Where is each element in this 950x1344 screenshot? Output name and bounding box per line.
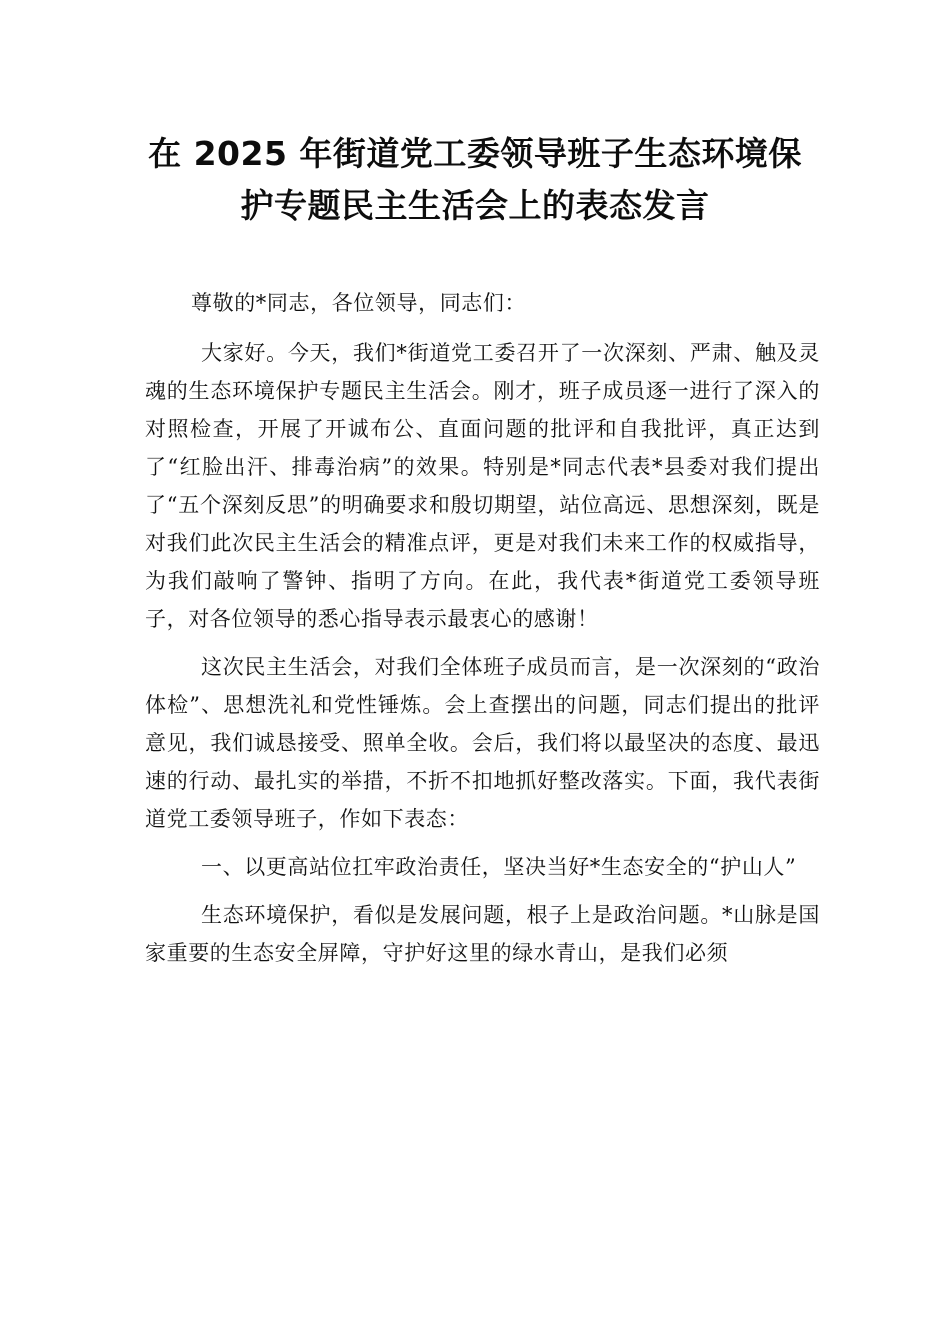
document-body xyxy=(145,284,820,982)
title-line-1: 在 2025 年街道党工委领导班子生态环境保 xyxy=(148,134,802,173)
section-paragraph-1: 生态环境保护，看似是发展问题，根子上是政治问题。*山脉是国家重要的生态安全屏障，守护好这里的绿水青山，是我们必须 xyxy=(145,903,820,965)
title-line-2: 护专题民主生活会上的表态发言 xyxy=(240,186,710,225)
paragraph-commitment: 这次民主生活会，对我们全体班子成员而言，是一次深刻的“政治体检”、思想洗礼和党性锤炼。会上查摆出的问题，同志们提出的批评意见，我们诚恳接受、照单全收。会后，我们将以最坚决的态度、最迅速的行动、最扎实的举措，不折不扣地抓好整改落实。下面，我代表街道党工委领导班子，作如下表态： xyxy=(145,655,820,831)
section-heading-1: 一、以更高站位扛牢政治责任，坚决当好*生态安全的“护山人” xyxy=(201,855,797,879)
document-title xyxy=(120,128,830,232)
paragraph-opening: 大家好。今天，我们*街道党工委召开了一次深刻、严肃、触及灵魂的生态环境保护专题民主生活会。刚才，班子成员逐一进行了深入的对照检查，开展了开诚布公、直面问题的批评和自我批评，真正达到了“红脸出汗、排毒治病”的效果。特别是*同志代表*县委对我们提出了“五个深刻反思”的明确要求和殷切期望，站位高远、思想深刻，既是对我们此次民主生活会的精准点评，更是对我们未来工作的权威指导，为我们敲响了警钟、指明了方向。在此，我代表*街道党工委领导班子，对各位领导的悉心指导表示最衷心的感谢！ xyxy=(145,341,820,631)
salutation: 尊敬的*同志，各位领导，同志们： xyxy=(191,291,527,315)
